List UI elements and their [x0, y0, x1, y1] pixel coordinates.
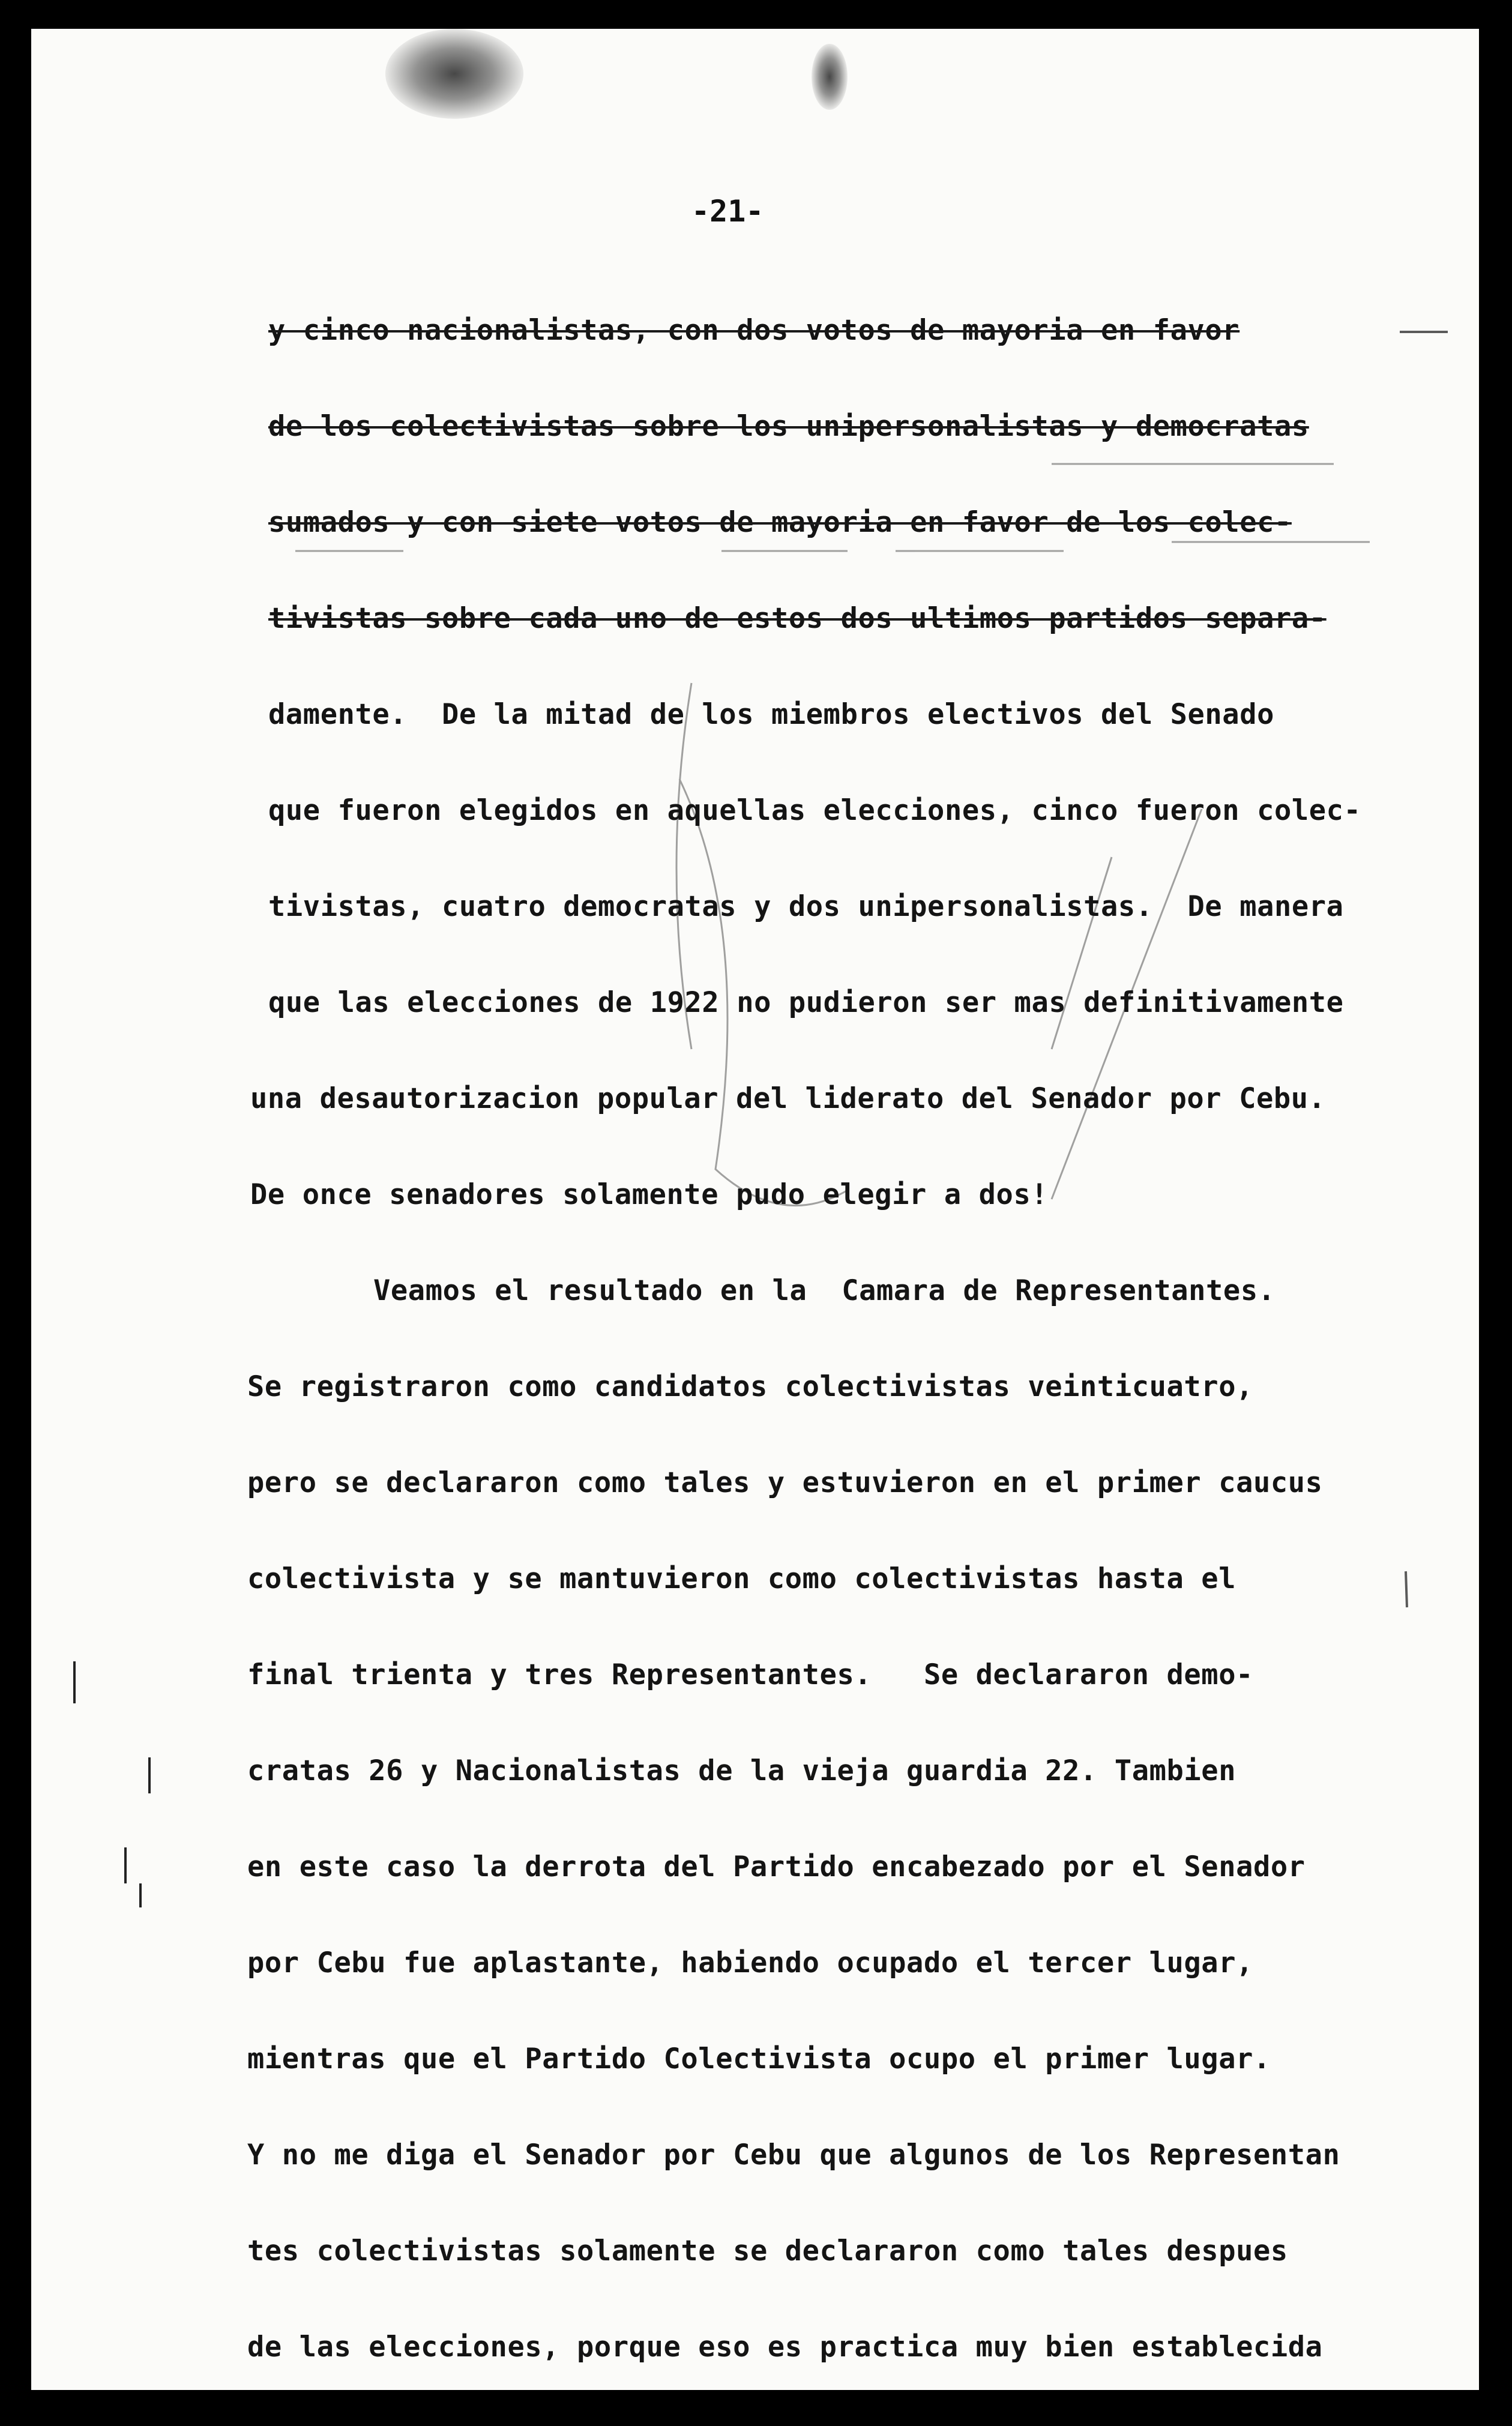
body-line-16: cratas 26 y Nacionalistas de la vieja guardia 22. Tambien: [247, 1754, 1236, 1787]
body-line-1: y cinco nacionalistas, con dos votos de mayoria en favor: [268, 314, 1240, 347]
margin-mark: [73, 1661, 76, 1703]
body-line-15: final trienta y tres Representantes. Se declararon demo-: [247, 1658, 1253, 1691]
body-line-10: De once senadores solamente pudo elegir a dos!: [250, 1178, 1049, 1211]
body-line-19: mientras que el Partido Colectivista ocupo el primer lugar.: [247, 2042, 1271, 2075]
body-line-7: tivistas, cuatro democratas y dos unipersonalistas. De manera: [268, 890, 1344, 923]
margin-mark: [148, 1757, 151, 1793]
margin-mark: [124, 1847, 127, 1883]
body-line-11: Veamos el resultado en la Camara de Representantes.: [373, 1274, 1276, 1307]
body-line-2: de los colectivistas sobre los unipersonalistas y democratas: [268, 410, 1309, 443]
body-line-21: tes colectivistas solamente se declararon como tales despues: [247, 2235, 1288, 2268]
body-line-8: que las elecciones de 1922 no pudieron ser mas definitivamente: [268, 986, 1344, 1019]
body-line-4: tivistas sobre cada uno de estos dos ultimos partidos separa-: [268, 602, 1327, 635]
body-line-12: Se registraron como candidatos colectivistas veinticuatro,: [247, 1370, 1253, 1403]
body-line-20: Y no me diga el Senador por Cebu que algunos de los Representan: [247, 2139, 1340, 2172]
body-line-9: una desautorizacion popular del liderato del Senador por Cebu.: [250, 1082, 1326, 1115]
body-line-22: de las elecciones, porque eso es practica muy bien establecida: [247, 2331, 1323, 2364]
page-number: -21-: [691, 194, 764, 229]
body-line-3: sumados y con siete votos de mayoria en favor de los colec-: [268, 506, 1292, 539]
body-line-18: por Cebu fue aplastante, habiendo ocupado el tercer lugar,: [247, 1946, 1253, 1979]
body-line-6: que fueron elegidos en aquellas elecciones, cinco fueron colec-: [268, 794, 1361, 827]
body-line-17: en este caso la derrota del Partido encabezado por el Senador: [247, 1850, 1306, 1883]
body-line-5: damente. De la mitad de los miembros electivos del Senado: [268, 698, 1274, 731]
margin-mark: [139, 1883, 142, 1907]
body-line-14: colectivista y se mantuvieron como colectivistas hasta el: [247, 1562, 1236, 1595]
body-line-13: pero se declararon como tales y estuvieron en el primer caucus: [247, 1466, 1323, 1499]
paper-sheet: [31, 29, 1479, 2390]
